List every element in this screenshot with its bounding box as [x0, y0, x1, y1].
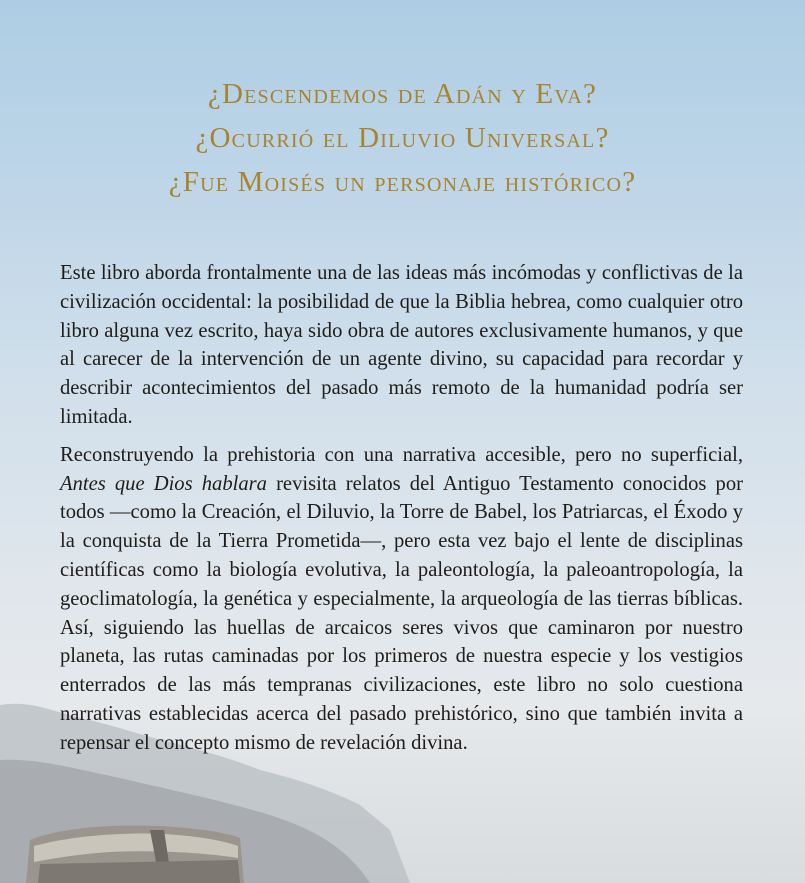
question-moses: ¿Fue Moisés un personaje histórico?	[168, 166, 637, 198]
question-adam-eve: ¿Descendemos de Adán y Eva?	[207, 78, 598, 110]
synopsis-paragraph-2	[60, 441, 743, 758]
synopsis-paragraph-1: Este libro aborda frontalmente una de las ideas más incómodas y conflictivas de la civilización occidental: la posibilidad de que la Biblia hebrea, como cualquier otro libro alguna vez escrito, haya sido obra de autores exclusivamente humanos, y que al carecer de la intervención de un agente divino, su capacidad para recordar y describir acontecimientos del pasado más remoto de la humanidad podría ser limitada.	[60, 262, 743, 428]
headline-questions	[0, 72, 805, 204]
synopsis-text	[60, 259, 743, 767]
question-flood: ¿Ocurrió el Diluvio Universal?	[195, 122, 610, 154]
paragraph-2-rest: revisita relatos del Antiguo Testamento conocidos por todos —como la Creación, el Diluvio, la Torre de Babel, los Patriarcas, el Éxodo y la conquista de la Tierra Prometida—, pero esta vez bajo el lente de disciplinas científicas como la biología evolutiva, la paleontología, la paleoantropología, la geoclimatología, la genética y especialmente, la arqueología de las tierras bíblicas. Así, siguiendo las huellas de arcaicos seres vivos que caminaron por nuestro planeta, las rutas caminadas por los primeros de nuestra especie y los vestigios enterrados de las más tempranas civilizaciones, este libro no solo cuestiona narrativas establecidas acerca del pasado prehistórico, sino que también invita a repensar el concepto mismo de revelación divina.	[60, 472, 743, 754]
tent-shelter	[26, 826, 244, 883]
book-title: Antes que Dios hablara	[60, 472, 267, 495]
paragraph-2-intro: Reconstruyendo la prehistoria con una narrativa accesible, pero no superficial,	[60, 443, 743, 466]
